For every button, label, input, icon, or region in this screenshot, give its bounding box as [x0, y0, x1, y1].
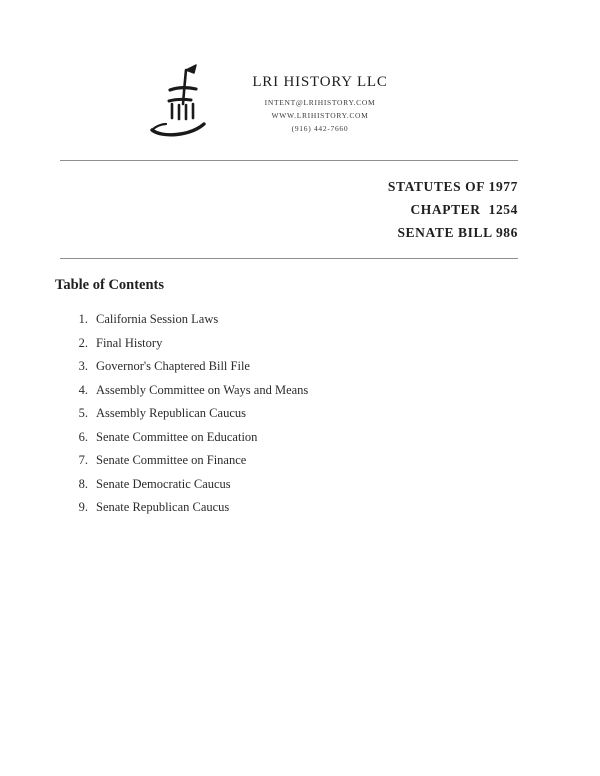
company-name: LRI HISTORY LLC	[252, 74, 388, 90]
toc-item-label: Senate Committee on Finance	[96, 453, 247, 467]
toc-item-label: Senate Republican Caucus	[96, 500, 230, 514]
toc-item-label: California Session Laws	[96, 312, 219, 326]
toc-title: Table of Contents	[55, 277, 165, 293]
toc-item-number: 8.	[78, 476, 88, 491]
statutes-line-3: SENATE BILL 986	[397, 225, 518, 240]
statutes-block	[0, 175, 518, 244]
letterhead-text	[240, 74, 400, 135]
company-email: INTENT@LRIHISTORY.COM	[264, 98, 376, 107]
statutes-line-1: STATUTES OF 1977	[387, 179, 518, 194]
toc-item-number: 3.	[78, 359, 88, 373]
toc-item-number: 7.	[78, 453, 88, 467]
toc-item-number: 9.	[78, 500, 88, 514]
company-logo-icon	[142, 60, 222, 144]
statutes-line-2: CHAPTER 1254	[410, 202, 518, 217]
divider-top	[60, 160, 518, 161]
toc-item-label: Governor's Chaptered Bill File	[96, 359, 250, 373]
toc-item-label: Assembly Committee on Ways and Means	[96, 382, 309, 397]
company-website: WWW.LRIHISTORY.COM	[271, 110, 369, 120]
toc-item-number: 4.	[78, 382, 88, 397]
toc-item	[70, 308, 600, 332]
company-phone: (916) 442-7660	[291, 123, 349, 133]
toc-item-label: Senate Democratic Caucus	[96, 476, 231, 491]
toc-item	[70, 449, 600, 473]
toc-item	[70, 496, 600, 520]
toc-item-label: Senate Committee on Education	[96, 429, 258, 444]
toc-item	[70, 473, 600, 497]
toc-item-label: Assembly Republican Caucus	[96, 406, 246, 420]
toc-item	[70, 355, 600, 379]
toc-item	[70, 332, 600, 356]
toc-item-label: Final History	[96, 335, 163, 350]
toc-list	[70, 308, 600, 520]
toc-item-number: 5.	[78, 406, 88, 420]
toc-item	[70, 426, 600, 450]
toc-item	[70, 379, 600, 403]
toc-item-number: 2.	[78, 335, 88, 350]
toc-item	[70, 402, 600, 426]
toc-item-number: 6.	[78, 429, 88, 444]
toc-item-number: 1.	[78, 312, 88, 326]
divider-bottom	[60, 258, 518, 259]
letterhead	[142, 60, 600, 144]
